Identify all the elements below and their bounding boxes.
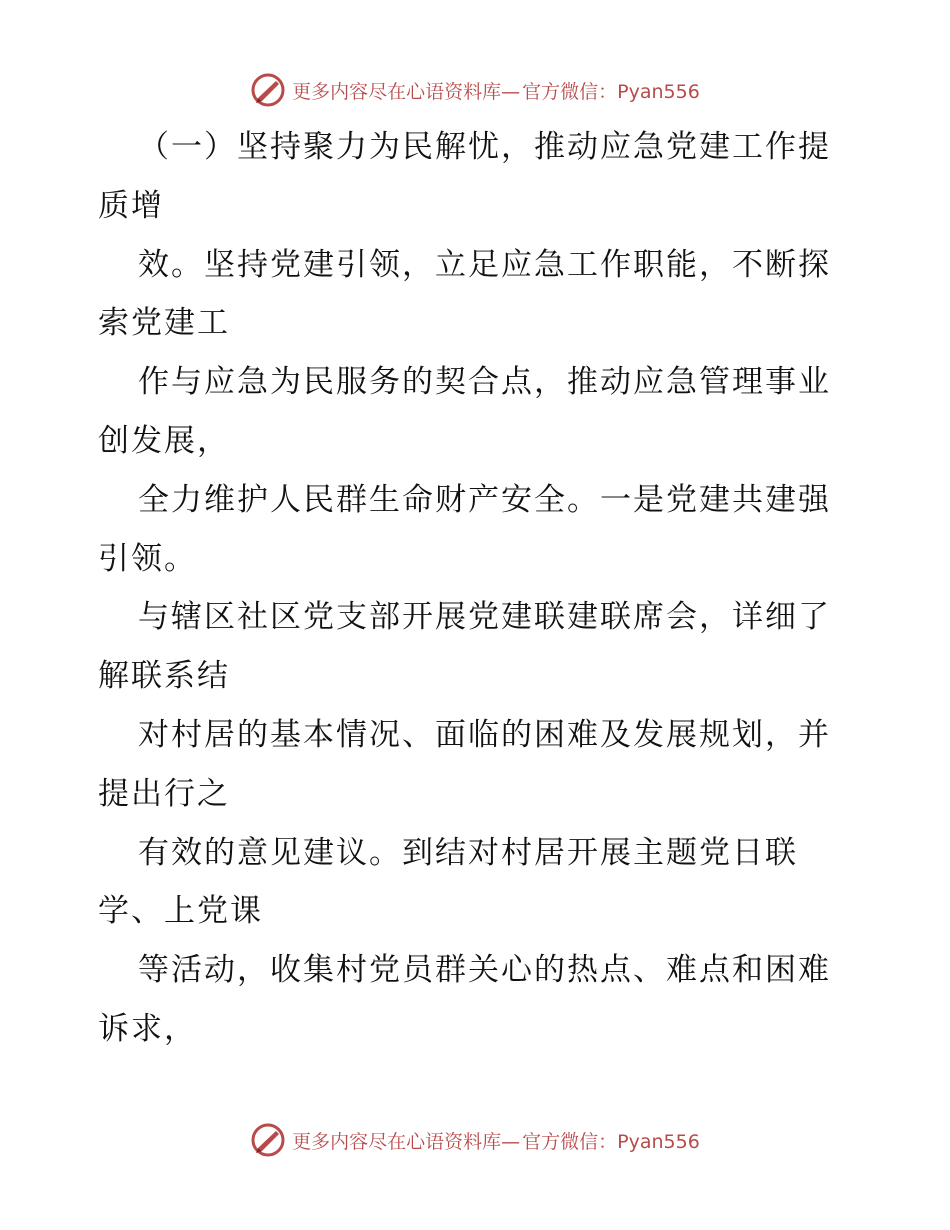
text-line: 对村居的基本情况、面临的困难及发展规划，并 [138,716,831,753]
text-line: 等活动，收集村党员群关心的热点、难点和困难 [138,952,831,989]
pen-logo-icon [250,72,286,108]
text-line: 创发展， [98,422,230,459]
banner-wechat-text: 官方微信：Pyan556 [522,80,700,103]
text-line: 提出行之 [98,775,230,812]
pen-logo-icon [250,1122,286,1158]
text-line: 质增 [98,187,164,224]
banner-main-text: 更多内容尽在心语资料库— [292,80,521,103]
text-line: 学、上党课 [98,893,263,930]
text-line: 解联系结 [98,658,230,695]
document-body [98,118,858,1059]
header-banner [0,70,950,110]
text-line: 诉求， [98,1010,197,1047]
text-line: 全力维护人民群生命财产安全。一是党建共建强 [138,481,831,518]
text-line: （一）坚持聚力为民解忧，推动应急党建工作提 [138,129,831,165]
text-line: 有效的意见建议。到结对村居开展主题党日联 [138,834,798,871]
text-line: 作与应急为民服务的契合点，推动应急管理事业 [138,364,831,401]
footer-banner [0,1120,950,1160]
text-line: 索党建工 [98,305,230,342]
text-line: 与辖区社区党支部开展党建联建联席会，详细了 [138,599,831,636]
text-line: 效。坚持党建引领，立足应急工作职能，不断探 [138,246,831,283]
text-line: 引领。 [98,540,197,577]
banner-wechat-text: 官方微信：Pyan556 [522,1130,700,1153]
banner-main-text: 更多内容尽在心语资料库— [292,1130,521,1153]
